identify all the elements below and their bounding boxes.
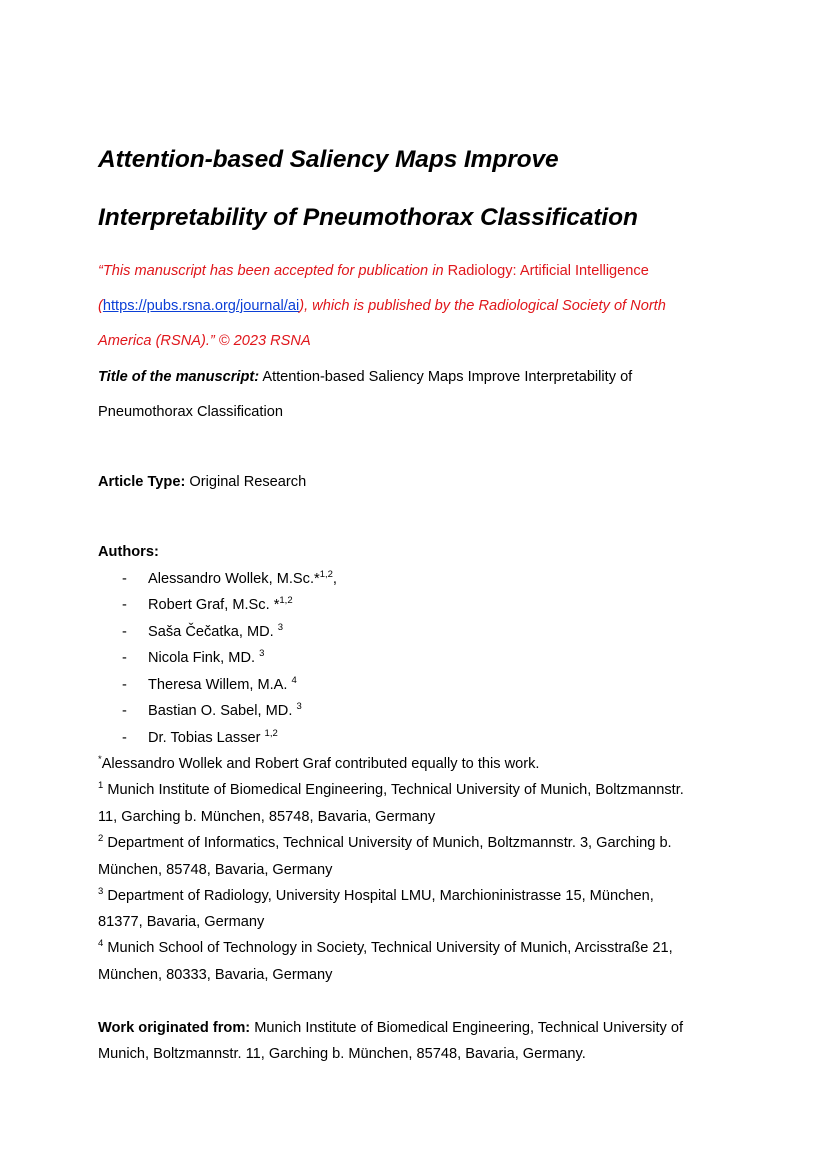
- manuscript-title-line-1: [98, 369, 632, 385]
- journal-name: Radiology: Artificial Intelligence: [447, 263, 649, 279]
- affiliation-1-line-1: [98, 782, 684, 798]
- affiliation-2-line-1: [98, 835, 672, 851]
- affiliation-4-line-2: München, 80333, Bavaria, Germany: [98, 967, 333, 983]
- work-origin-label: Work originated from:: [98, 1020, 251, 1036]
- author-item: [98, 677, 297, 693]
- author-name: Nicola Fink, MD.: [148, 650, 260, 666]
- affiliation-3-line-1: [98, 888, 654, 904]
- author-item: [98, 650, 264, 666]
- paper-title-line-1: Attention-based Saliency Maps Improve: [98, 146, 559, 173]
- author-name: Robert Graf, M.Sc. *: [148, 597, 280, 613]
- author-name: Theresa Willem, M.A.: [148, 677, 292, 693]
- affiliation-text: Department of Informatics, Technical University of Munich, Boltzmannstr. 3, Garching b.: [103, 835, 672, 851]
- list-bullet: -: [122, 597, 127, 613]
- work-origin-line-2: Munich, Boltzmannstr. 11, Garching b. München, 85748, Bavaria, Germany.: [98, 1046, 586, 1062]
- affiliation-superscript: 3: [277, 622, 284, 633]
- affiliation-1-line-2: 11, Garching b. München, 85748, Bavaria, Germany: [98, 809, 436, 825]
- paper-title-line-2: Interpretability of Pneumothorax Classification: [98, 204, 638, 231]
- notice-paren: (: [98, 298, 103, 314]
- affiliation-text: Munich School of Technology in Society, Technical University of Munich, Arcisstraße 21,: [103, 940, 673, 956]
- list-bullet: -: [122, 730, 127, 746]
- footnote-mark: *: [98, 754, 102, 765]
- list-bullet: -: [122, 624, 127, 640]
- author-name: Saša Čečatka, MD.: [148, 624, 278, 640]
- footnote-text: Alessandro Wollek and Robert Graf contributed equally to this work.: [101, 756, 540, 772]
- work-origin-value: Munich Institute of Biomedical Engineering, Technical University of: [250, 1020, 684, 1036]
- affiliation-superscript: 1,2: [264, 728, 278, 739]
- author-name: Dr. Tobias Lasser: [148, 730, 265, 746]
- equal-contribution-note: [98, 756, 539, 772]
- affiliation-mark: 1: [98, 780, 104, 791]
- affiliation-mark: 4: [98, 938, 104, 949]
- affiliation-2-line-2: München, 85748, Bavaria, Germany: [98, 862, 333, 878]
- author-item: [98, 597, 293, 613]
- affiliation-superscript: 3: [296, 701, 302, 712]
- author-item: [98, 703, 302, 719]
- affiliation-superscript: 1,2: [279, 595, 293, 606]
- manuscript-title-line-2: Pneumothorax Classification: [98, 404, 283, 420]
- work-origin-line-1: [98, 1020, 683, 1036]
- affiliation-superscript: 1,2: [319, 569, 333, 580]
- author-item: [98, 571, 337, 587]
- author-item: [98, 624, 283, 640]
- acceptance-notice-line-1: [98, 263, 649, 279]
- affiliation-mark: 3: [98, 886, 104, 897]
- author-suffix: ,: [332, 571, 337, 587]
- manuscript-title-label: Title of the manuscript:: [98, 369, 260, 385]
- manuscript-title-value: Attention-based Saliency Maps Improve Interpretability of: [259, 369, 633, 385]
- affiliation-superscript: 3: [259, 648, 265, 659]
- affiliation-text: Department of Radiology, University Hospital LMU, Marchioninistrasse 15, München,: [103, 888, 654, 904]
- list-bullet: -: [122, 650, 127, 666]
- authors-heading: Authors:: [98, 544, 159, 560]
- author-item: [98, 730, 278, 746]
- journal-link[interactable]: https://pubs.rsna.org/journal/ai: [102, 298, 300, 314]
- acceptance-notice-line-2: [98, 298, 666, 314]
- author-name: Alessandro Wollek, M.Sc.*: [148, 571, 320, 587]
- article-type-label: Article Type:: [98, 474, 186, 490]
- article-type-value: Original Research: [185, 474, 307, 490]
- affiliation-mark: 2: [98, 833, 104, 844]
- notice-text: “This manuscript has been accepted for publication in: [98, 263, 448, 279]
- author-name: Bastian O. Sabel, MD.: [148, 703, 297, 719]
- list-bullet: -: [122, 677, 127, 693]
- list-bullet: -: [122, 703, 127, 719]
- affiliation-4-line-1: [98, 940, 673, 956]
- notice-text: ), which is published by the Radiological Society of North: [299, 298, 666, 314]
- list-bullet: -: [122, 571, 127, 587]
- acceptance-notice-line-3: America (RSNA).” © 2023 RSNA: [98, 333, 311, 349]
- affiliation-3-line-2: 81377, Bavaria, Germany: [98, 914, 265, 930]
- article-type: [98, 474, 306, 490]
- affiliation-text: Munich Institute of Biomedical Engineering, Technical University of Munich, Boltzmannstr.: [103, 782, 684, 798]
- affiliation-superscript: 4: [291, 675, 297, 686]
